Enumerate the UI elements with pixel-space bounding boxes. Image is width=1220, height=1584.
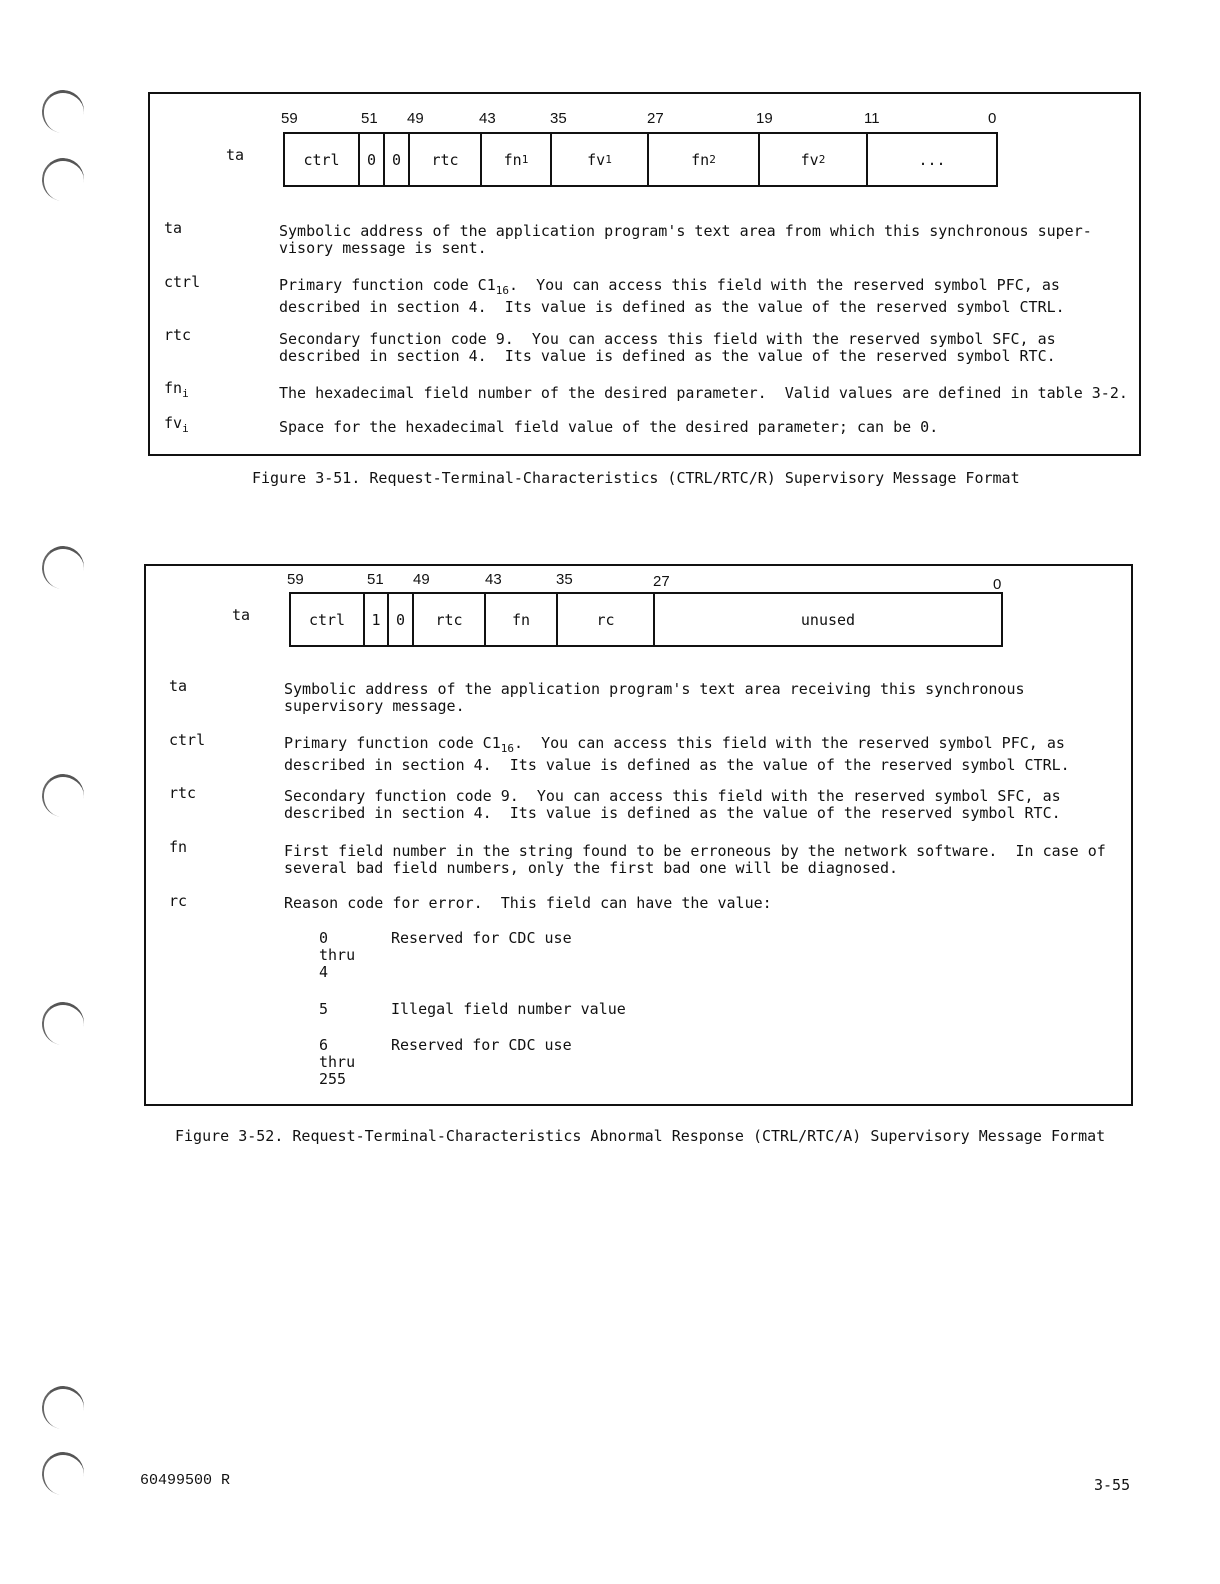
- def-text: First field number in the string found to be erroneous by the network software. In case of several bad field numbers, only the first bad one will be diagnosed.: [284, 842, 1106, 877]
- field-bit: 0: [389, 594, 414, 645]
- def-term: $fn_i$: [164, 379, 189, 400]
- def-term: ctrl: [169, 731, 206, 749]
- reason-meaning: Reserved for CDC use: [391, 929, 572, 947]
- page-number: 3-55: [1094, 1476, 1131, 1494]
- field-layout-row: [283, 132, 998, 187]
- binding-ring-icon: [38, 1446, 84, 1480]
- bit-label: 0: [993, 576, 1002, 593]
- bit-label: 27: [653, 573, 670, 590]
- def-text: The hexadecimal field number of the desired parameter. Valid values are defined in table 3-2.: [279, 384, 1128, 402]
- def-term: rtc: [169, 784, 197, 802]
- field-bit: 0: [360, 134, 385, 185]
- field-ellipsis: ...: [918, 150, 946, 169]
- def-text: Symbolic address of the application program's text area from which this synchronous super- visory message is sent.: [279, 222, 1092, 257]
- def-text: Space for the hexadecimal field value of the desired parameter; can be 0.: [279, 418, 939, 436]
- binding-ring-icon: [38, 1380, 84, 1414]
- field-layout-row: [289, 592, 1003, 647]
- field-rc: rc: [558, 594, 655, 645]
- bit-label: 49: [413, 571, 430, 588]
- bit-label: 43: [479, 110, 496, 127]
- bit-label: 11: [864, 110, 880, 127]
- binding-ring-icon: [38, 152, 84, 186]
- doc-number: 60499500 R: [140, 1472, 231, 1489]
- field-unused: unused: [800, 610, 856, 629]
- field-fn1: fn 1: [482, 134, 552, 185]
- binding-ring-icon: [38, 768, 84, 802]
- row-label: ta: [232, 606, 251, 624]
- def-text: Primary function code $C1_{16}$. You can access this field with the reserved symbol PFC, as described in section 4. Its value is defined as the value of the reserved symbol CTRL.: [284, 734, 1070, 774]
- field-ctrl: ctrl: [285, 134, 360, 185]
- figure-caption: Figure 3-51. Request-Terminal-Characteristics (CTRL/RTC/R) Supervisory Message Format: [252, 469, 1020, 487]
- field-fv2: fv 2: [760, 134, 868, 185]
- field-ctrl: ctrl: [291, 594, 365, 645]
- bit-label: 51: [361, 110, 378, 127]
- reason-code: 6 thru 255: [319, 1036, 356, 1088]
- field-fv1: fv 1: [552, 134, 649, 185]
- def-text: Reason code for error. This field can have the value:: [284, 894, 772, 912]
- binding-ring-icon: [38, 540, 84, 574]
- def-term: $fv_i$: [164, 414, 189, 435]
- bit-label: 51: [367, 571, 384, 588]
- field-bit: 1: [365, 594, 389, 645]
- bit-label: 35: [550, 110, 567, 127]
- bit-label: 49: [407, 110, 424, 127]
- def-term: ta: [169, 677, 188, 695]
- def-term: fn: [169, 838, 188, 856]
- def-term: ta: [164, 219, 183, 237]
- bit-label: 0: [988, 110, 997, 127]
- field-bit: 0: [385, 134, 410, 185]
- reason-meaning: Illegal field number value: [391, 1000, 626, 1018]
- bit-label: 27: [647, 110, 664, 127]
- reason-code: 5: [319, 1000, 329, 1018]
- def-term: rtc: [164, 326, 192, 344]
- reason-code: 0 thru 4: [319, 929, 356, 981]
- row-label: ta: [226, 146, 245, 164]
- field-fn2: fn 2: [649, 134, 760, 185]
- def-term: rc: [169, 892, 188, 910]
- bit-label: 43: [485, 571, 502, 588]
- binding-ring-icon: [38, 996, 84, 1030]
- bit-label: 59: [287, 571, 304, 588]
- def-text: Primary function code $C1_{16}$. You can access this field with the reserved symbol PFC, as described in section 4. Its value is defined as the value of the reserved symbol CTRL.: [279, 276, 1065, 316]
- bit-label: 19: [756, 110, 773, 127]
- figure-caption: Figure 3-52. Request-Terminal-Characteristics Abnormal Response (CTRL/RTC/A) Supervisory Message Format: [175, 1127, 1106, 1145]
- bit-label: 59: [281, 110, 298, 127]
- field-fn: fn: [486, 594, 558, 645]
- reason-meaning: Reserved for CDC use: [391, 1036, 572, 1054]
- field-rtc: rtc: [414, 594, 486, 645]
- field-rtc: rtc: [410, 134, 482, 185]
- binding-ring-icon: [38, 84, 84, 118]
- def-text: Symbolic address of the application program's text area receiving this synchronous supervisory message.: [284, 680, 1025, 715]
- def-text: Secondary function code 9. You can access this field with the reserved symbol SFC, as described in section 4. Its value is defined as the value of the reserved symbol RTC.: [279, 330, 1056, 365]
- bit-label: 35: [556, 571, 573, 588]
- def-text: Secondary function code 9. You can access this field with the reserved symbol SFC, as described in section 4. Its value is defined as the value of the reserved symbol RTC.: [284, 787, 1061, 822]
- def-term: ctrl: [164, 273, 201, 291]
